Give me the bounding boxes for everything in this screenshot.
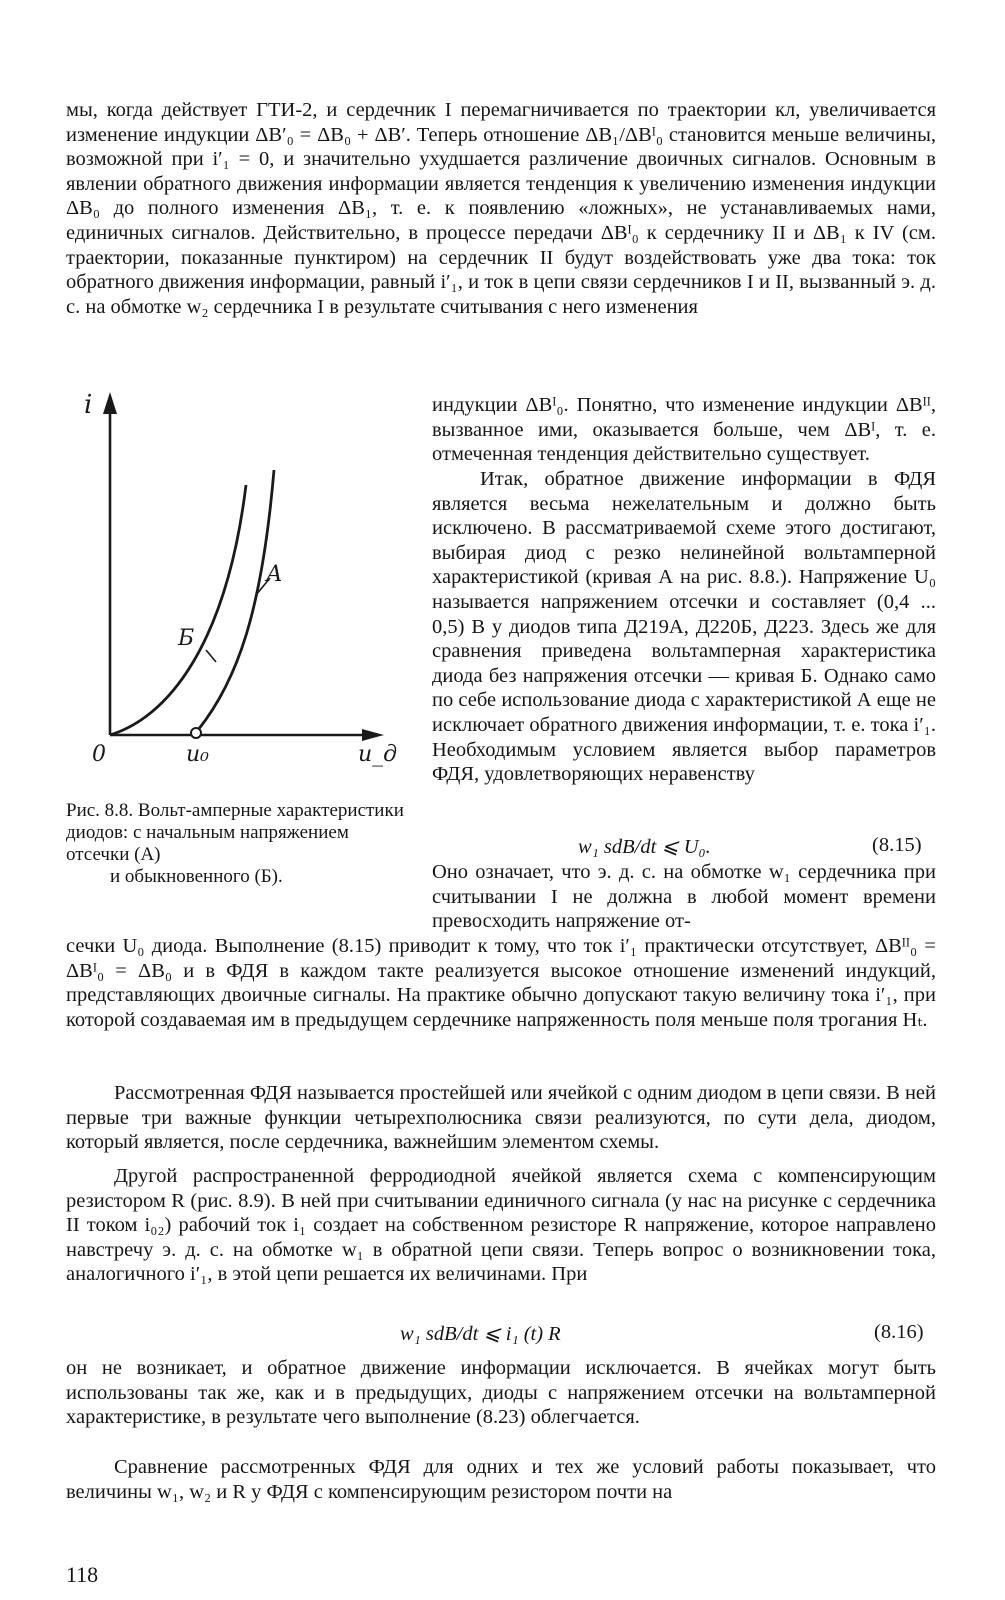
label-b-leader	[206, 650, 216, 662]
volt-ampere-plot	[66, 380, 426, 800]
x-axis-arrow	[362, 729, 384, 741]
right-column-2	[432, 467, 936, 787]
page-number: 118	[66, 1562, 99, 1587]
paragraph-2-text: Рассмотренная ФДЯ называется простейшей или ячейкой с одним диодом в цепи связи. В ней первые три важные функции четырехполюсника связи реализуются, по сути дела, диодом, который является, после сердечника, важнейшим элементом схемы.	[66, 1082, 936, 1154]
caption-line-1: Рис. 8.8. Вольт-амперные характеристики диодов: с начальным напряжением отсечки (А)	[66, 800, 404, 865]
curve-a-label: А	[266, 562, 283, 587]
origin-label: 0	[92, 742, 106, 767]
cutoff-point	[191, 728, 201, 738]
formula-8-16: w₁ sdB/dt ⩽ i₁ (t) R	[400, 1323, 561, 1345]
axis-y-label: i	[84, 390, 93, 420]
formula-8-16-number: (8.16)	[874, 1321, 924, 1343]
paragraph-top	[66, 98, 936, 319]
axis-x-label: u_д	[358, 742, 398, 767]
caption-line-2: и обыкновенного (Б).	[110, 866, 283, 887]
paragraph-after-figure	[66, 934, 936, 1032]
paragraph-4	[66, 1356, 936, 1430]
right-column-3-text: Оно означает, что э. д. с. на обмотке w₁ сердечника при считывании I не должна в любой момент времени превосходить напряжение от-	[432, 861, 936, 933]
curve-b	[110, 485, 246, 735]
y-axis-arrow	[103, 392, 117, 414]
paragraph-5-text: Сравнение рассмотренных ФДЯ для одних и тех же условий работы показывает, что величины w₁, w₂ и R у ФДЯ с компенсирующим резистором почти на	[66, 1456, 936, 1503]
paragraph-after-figure-text: сечки U₀ диода. Выполнение (8.15) приводит к тому, что ток i′₁ практически отсутствует, ΔBᴵᴵ₀ = ΔBᴵ₀ = ΔB₀ и в ФДЯ в каждом такте реализуется высокое отношение изменений индукций, представляющих двоичные сигналы. На практике обычно допускают такую величину тока i′₁, при которой создаваемая им в предыдущем сердечнике напряженность поля меньше поля трогания Hₜ.	[66, 935, 936, 1031]
curve-b-label: Б	[178, 626, 195, 651]
paragraph-3-text: Другой распространенной ферродиодной ячейкой является схема с компенсирующим резистором R (рис. 8.9). В ней при считывании единичного сигнала (у нас на рисунке с сердечника II током i₀₂) рабочий ток i₁ создает на собственном резисторе R напряжение, которое направлено навстречу э. д. с. на обмотке w₁ в обратной цепи связи. Теперь вопрос о возникновении тока, аналогичного i′₁, в этой цепи решается их величинами. При	[66, 1165, 936, 1286]
paragraph-4-text: он не возникает, и обратное движение информации исключается. В ячейках могут быть использованы так же, как и в предыдущих, диоды с напряжением отсечки на вольтамперной характеристике, в результате чего выполнение (8.23) облегчается.	[66, 1357, 936, 1429]
paragraph-top-text: мы, когда действует ГТИ-2, и сердечник I перемагничивается по траектории кл, увеличивается изменение индукции ΔB′₀ = ΔB₀ + ΔB′. Теперь отношение ΔB₁/ΔBᴵ₀ становится меньше величины, возможной при i′₁ = 0, и значительно ухудшается различение двоичных сигналов. Основным в явлении обратного движения информации является тенденция к увеличению изменения индукции ΔB₀ до полного изменения ΔB₁, т. е. к появлению «ложных», не устанавливаемых нами, единичных сигналов. Действительно, в процессе передачи ΔBᴵ₀ к сердечнику II и ΔB₁ к IV (см. траектории, показанные пунктиром) на сердечник II будут воздействовать уже два тока: ток обратного движения информации, равный i′₁, и ток в цепи связи сердечников I и II, вызванный э. д. с. на обмотке w₂ сердечника I в результате считывания с него изменения	[66, 99, 936, 318]
right-column-1-text: индукции ΔBᴵ₀. Понятно, что изменение индукции ΔBᴵᴵ, вызванное ими, оказывается больше, чем ΔBᴵ, т. е. отмеченная тенденция действительно существует.	[432, 394, 936, 466]
figure-8-8	[66, 380, 426, 800]
formula-8-15: w₁ sdB/dt ⩽ U₀.	[578, 836, 711, 858]
paragraph-5	[66, 1455, 936, 1504]
paragraph-2	[66, 1081, 936, 1155]
right-column-2-text: Итак, обратное движение информации в ФДЯ является весьма нежелательным и должно быть исключено. В рассматриваемой схеме этого достигают, выбирая диод с резко нелинейной вольтамперной характеристикой (кривая А на рис. 8.8.). Напряжение U₀ называется напряжением отсечки и составляет (0,4 ... 0,5) В у диодов типа Д219А, Д220Б, Д223. Здесь же для сравнения приведена вольтамперная характеристика диода без напряжения отсечки — кривая Б. Однако само по себе использование диода с характеристикой А еще не исключает обратного движения информации, т. е. тока i′₁. Необходимым условием является выбор параметров ФДЯ, удовлетворяющих неравенству	[432, 468, 936, 786]
formula-8-15-number: (8.15)	[872, 834, 922, 856]
curve-a	[198, 470, 274, 730]
u0-label: u₀	[186, 742, 209, 767]
right-column-1	[432, 393, 936, 467]
figure-caption	[66, 800, 416, 888]
paragraph-3	[66, 1164, 936, 1287]
right-column-3	[432, 860, 936, 934]
